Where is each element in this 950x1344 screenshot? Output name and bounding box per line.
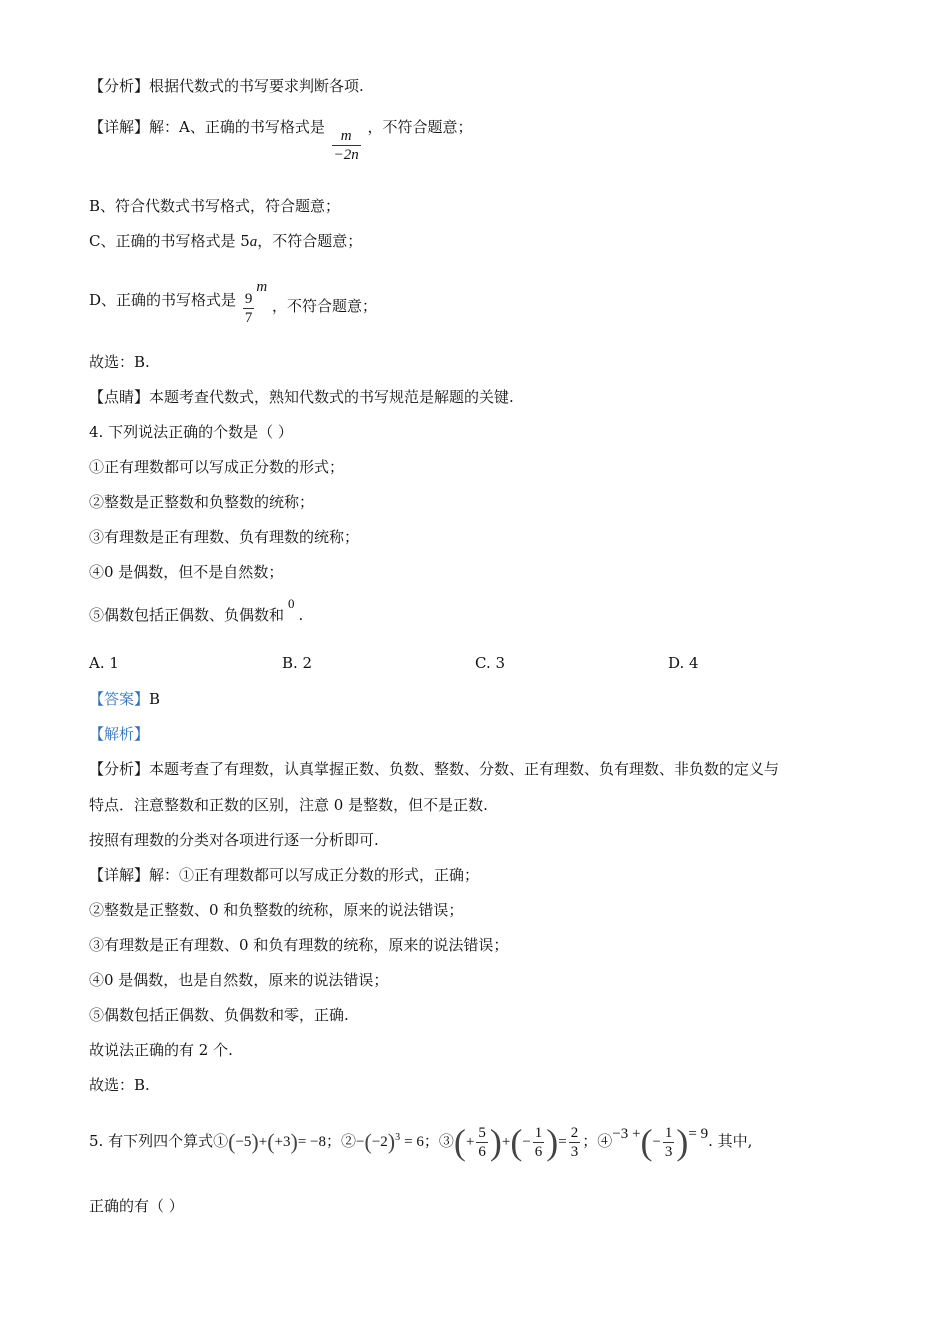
q3-d-prefix: D、正确的书写格式是 (89, 291, 237, 309)
fraction-9-over-7 (243, 290, 255, 327)
q4-answer (89, 689, 160, 709)
q3-b-line: B、符合代数式书写格式，符合题意； (89, 197, 341, 215)
q5-expr3-plus: + (501, 1134, 511, 1150)
fraction-denominator: 3 (570, 1143, 579, 1160)
paren-open: ( (640, 1122, 653, 1162)
fraction-numerator: 1 (534, 1124, 543, 1141)
q5-expr1-b: +3 (274, 1134, 291, 1150)
paren-open: ( (267, 1129, 275, 1154)
q5-suffix: . 其中, (708, 1132, 753, 1150)
q5-expr2-eq: = 6 (404, 1134, 424, 1150)
q5-stem (89, 1112, 752, 1164)
paren-open: ( (510, 1122, 523, 1162)
q5-sep1: ； (326, 1132, 342, 1150)
q5-expr4-label: ④ (597, 1132, 613, 1150)
fraction-numerator: 9 (244, 291, 253, 307)
q4-option-c: C. 3 (475, 654, 506, 672)
paren-open: ( (364, 1129, 372, 1154)
q3-c-suffix: ，不符合题意； (257, 232, 363, 250)
paren-close: ) (251, 1129, 259, 1154)
q4-statement-3: ③有理数是正有理数、负有理数的统称； (89, 528, 360, 546)
fraction-denominator: 6 (478, 1143, 486, 1160)
q4-analysis-3: 按照有理数的分类对各项进行逐一分析即可. (89, 831, 379, 849)
q5-expr2-minus: − (356, 1134, 365, 1150)
answer-value: B (149, 690, 161, 708)
q4-analysis-1: 【分析】本题考查了有理数，认真掌握正数、负数、整数、分数、正有理数、负有理数、非负数的定义与 (89, 760, 780, 778)
q4-detail-1: 【详解】解：①正有理数都可以写成正分数的形式，正确； (89, 866, 480, 884)
q4-detail-2: ②整数是正整数、0 和负整数的统称，原来的说法错误； (89, 901, 464, 919)
q5-expr3-label: ③ (438, 1132, 454, 1150)
q5-line2: 正确的有（ ） (89, 1197, 184, 1215)
q4-choice: 故选：B. (89, 1076, 150, 1094)
q4-detail-5: ⑤偶数包括正偶数、负偶数和零，正确. (89, 1006, 349, 1024)
q3-comment: 【点睛】本题考查代数式，熟知代数式的书写规范是解题的关键. (89, 388, 514, 406)
q5-expr4-eq: = 9 (688, 1126, 709, 1142)
q3-detail-suffix: ，不符合题意； (367, 118, 473, 136)
paren-open: ( (228, 1129, 236, 1154)
q5-expr4-sign: − (652, 1134, 661, 1150)
q3-analysis: 【分析】根据代数式的书写要求判断各项. (89, 77, 364, 95)
q5-sep2: ； (423, 1132, 439, 1150)
paren-close: ) (546, 1122, 559, 1162)
q4-detail-4: ④0 是偶数，也是自然数，原来的说法错误； (89, 971, 389, 989)
fraction-denominator: −2n (333, 147, 359, 163)
q5-expr2-base: −2 (371, 1134, 388, 1150)
q4-option-a: A. 1 (89, 654, 119, 672)
q3-c-prefix: C、正确的书写格式是 5 (89, 232, 250, 250)
q4-statement-1: ①正有理数都可以写成正分数的形式； (89, 458, 345, 476)
fraction-1-over-3 (663, 1124, 675, 1161)
q4-option-b: B. 2 (282, 654, 313, 672)
q5-expr1-eq: = −8 (297, 1134, 326, 1150)
q4-s5-prefix: ⑤偶数包括正偶数、负偶数和 (89, 606, 285, 624)
q5-expr1-plus: + (258, 1134, 268, 1150)
q5-expr3-sign2: − (522, 1134, 531, 1150)
fraction-numerator: 1 (664, 1124, 673, 1141)
fraction-5-over-6 (476, 1124, 488, 1161)
q5-expr2-label: ② (341, 1132, 357, 1150)
q5-expr3-sign1: + (465, 1134, 475, 1150)
q4-jiexi-label: 【解析】 (89, 725, 150, 743)
q4-stem: 4. 下列说法正确的个数是（ ） (89, 423, 293, 441)
q5-prefix: 5. 有下列四个算式 (89, 1132, 214, 1150)
q4-conclusion: 故说法正确的有 2 个. (89, 1041, 233, 1059)
q3-c-variable: a (249, 234, 258, 250)
q4-statement-5 (89, 596, 304, 626)
q4-statement-2: ②整数是正整数和负整数的统称； (89, 493, 315, 511)
q4-option-d: D. 4 (668, 654, 699, 672)
fraction-2-over-3 (569, 1124, 581, 1161)
fraction-denominator: 3 (664, 1143, 673, 1160)
q4-detail-3: ③有理数是正有理数、0 和负有理数的统称，原来的说法错误； (89, 936, 509, 954)
q3-choice: 故选：B. (89, 353, 150, 371)
q4-s5-zero: 0 (288, 596, 295, 611)
fraction-denominator: 6 (534, 1143, 543, 1160)
fraction-numerator: m (340, 128, 352, 144)
q4-analysis-2: 特点．注意整数和正数的区别，注意 0 是整数，但不是正数. (89, 796, 488, 814)
fraction-m-over-minus-2n (332, 127, 361, 164)
q5-expr4-a: −3 + (612, 1126, 641, 1142)
q5-sep3: ； (582, 1132, 598, 1150)
q5-expr1-label: ① (213, 1132, 229, 1150)
q5-expr3-eq: = (558, 1134, 567, 1150)
paren-open: ( (453, 1122, 466, 1162)
q4-s5-suffix: . (298, 606, 304, 624)
answer-label: 【答案】 (89, 690, 150, 708)
q5-expr1-a: −5 (235, 1134, 252, 1150)
q4-statement-4: ④0 是偶数，但不是自然数； (89, 563, 284, 581)
fraction-variable: m (256, 279, 268, 295)
q3-d-suffix: ，不符合题意； (271, 297, 377, 315)
fraction-numerator: 2 (570, 1124, 579, 1141)
q3-d-line (89, 268, 377, 327)
q5-expr2-exponent: 3 (395, 1132, 401, 1143)
q3-detail-prefix: 【详解】解：A、正确的书写格式是 (89, 118, 325, 136)
paren-close: ) (489, 1122, 502, 1162)
paren-close: ) (290, 1129, 298, 1154)
paren-close: ) (387, 1129, 396, 1154)
fraction-1-over-6 (533, 1124, 545, 1161)
paren-close: ) (676, 1122, 689, 1162)
q3-c-line (89, 231, 362, 252)
fraction-numerator: 5 (478, 1124, 486, 1141)
q3-detail-a (89, 117, 473, 164)
fraction-denominator: 7 (244, 310, 253, 326)
